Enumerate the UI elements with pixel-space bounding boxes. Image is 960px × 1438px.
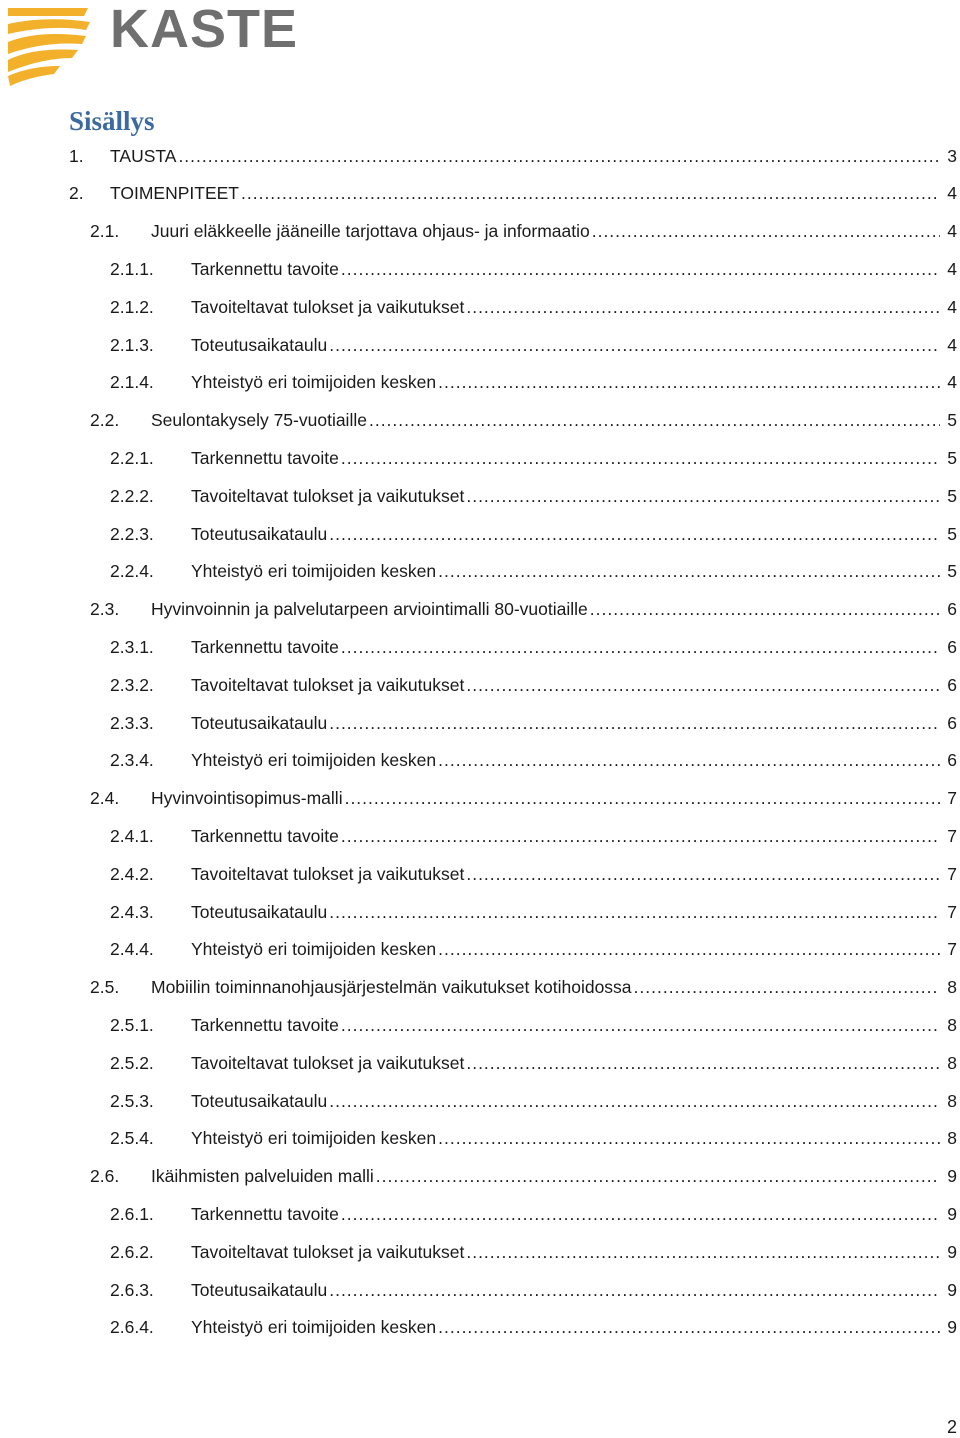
toc-entry-number: 2.5.4.	[110, 1128, 154, 1149]
page-number: 2	[946, 1417, 957, 1437]
toc-entry[interactable]	[110, 364, 957, 402]
toc-entry-title[interactable]: Yhteistyö eri toimijoiden kesken	[191, 750, 437, 771]
toc-entry-title[interactable]: Tarkennettu tavoite	[191, 1014, 339, 1035]
toc-entry-page: 4	[947, 334, 957, 355]
toc-entry-number: 1.	[69, 145, 84, 166]
toc-entry-page: 6	[947, 636, 957, 657]
toc-entry-title[interactable]: Tavoiteltavat tulokset ja vaikutukset	[191, 485, 465, 506]
toc-entry-number: 2.4.4.	[110, 939, 154, 960]
toc-dot-leader	[241, 183, 940, 204]
logo-text: KASTE	[110, 0, 299, 59]
toc-entry-title[interactable]: Yhteistyö eri toimijoiden kesken	[191, 372, 437, 393]
toc-dot-leader	[590, 599, 940, 620]
kaste-logo	[4, 0, 299, 88]
toc-entry-number: 2.3.2.	[110, 674, 154, 695]
toc-entry-number: 2.4.	[90, 788, 120, 809]
toc-dot-leader	[341, 826, 940, 847]
toc-entry-page: 7	[947, 939, 957, 960]
toc-entry-number: 2.3.3.	[110, 712, 154, 733]
toc-entry-page: 4	[947, 372, 957, 393]
toc-entry-page: 4	[947, 258, 957, 279]
toc-entry-number: 2.1.4.	[110, 372, 154, 393]
toc-entry-title[interactable]: Yhteistyö eri toimijoiden kesken	[191, 939, 437, 960]
toc-entry-page: 7	[947, 788, 957, 809]
toc-entry-number: 2.2.	[90, 410, 120, 431]
toc-entry-number: 2.5.	[90, 977, 120, 998]
toc-entry-page: 5	[947, 485, 957, 506]
toc-dot-leader	[329, 1091, 940, 1112]
toc-dot-leader	[634, 977, 940, 998]
toc-entry-page: 5	[947, 523, 957, 544]
toc-entry[interactable]	[110, 1044, 957, 1082]
toc-entry-title[interactable]: Tavoiteltavat tulokset ja vaikutukset	[191, 1052, 465, 1073]
kaste-wave-logo-icon	[4, 2, 100, 88]
toc-dot-leader	[466, 297, 940, 318]
toc-dot-leader	[341, 637, 940, 658]
toc-entry-number: 2.2.1.	[110, 447, 154, 468]
toc-entry-title[interactable]: Tarkennettu tavoite	[191, 1203, 339, 1224]
toc-dot-leader	[329, 902, 940, 923]
toc-dot-leader	[329, 713, 940, 734]
toc-entry[interactable]	[110, 553, 957, 591]
toc-dot-leader	[438, 561, 940, 582]
toc-entry[interactable]	[110, 250, 957, 288]
toc-entry-number: 2.5.3.	[110, 1090, 154, 1111]
toc-entry[interactable]	[110, 1120, 957, 1158]
toc-dot-leader	[466, 1053, 940, 1074]
toc-entry-title[interactable]: Tavoiteltavat tulokset ja vaikutukset	[191, 1241, 465, 1262]
toc-entry-page: 3	[947, 145, 957, 166]
toc-entry-number: 2.1.2.	[110, 296, 154, 317]
toc-dot-leader	[341, 448, 940, 469]
toc-entry-number: 2.2.2.	[110, 485, 154, 506]
toc-entry[interactable]	[110, 1271, 957, 1309]
toc-entry-number: 2.6.1.	[110, 1203, 154, 1224]
toc-entry-title[interactable]: Tarkennettu tavoite	[191, 258, 339, 279]
toc-entry-title[interactable]: Tarkennettu tavoite	[191, 447, 339, 468]
toc-entry-title[interactable]: Toteutusaikataulu	[191, 334, 328, 355]
toc-entry-page: 9	[947, 1203, 957, 1224]
toc-entry[interactable]	[110, 326, 957, 364]
toc-entry-title[interactable]: Toteutusaikataulu	[191, 712, 328, 733]
toc-dot-leader	[466, 486, 940, 507]
toc-entry-page: 4	[947, 221, 957, 242]
toc-entry[interactable]	[110, 1006, 957, 1044]
toc-entry-number: 2.6.3.	[110, 1279, 154, 1300]
toc-entry[interactable]	[110, 628, 957, 666]
toc-entry[interactable]	[90, 1158, 957, 1196]
toc-entry[interactable]	[110, 477, 957, 515]
toc-entry-title[interactable]: Tavoiteltavat tulokset ja vaikutukset	[191, 863, 465, 884]
toc-dot-leader	[592, 221, 940, 242]
toc-entry-title[interactable]: Seulontakysely 75-vuotiaille	[151, 410, 367, 431]
toc-entry[interactable]	[90, 969, 957, 1007]
toc-entry-title[interactable]: Juuri eläkkeelle jääneille tarjottava ohjaus- ja informaatio	[151, 221, 590, 242]
toc-entry-page: 5	[947, 447, 957, 468]
toc-entry-title[interactable]: Toteutusaikataulu	[191, 523, 328, 544]
toc-entry-number: 2.3.1.	[110, 636, 154, 657]
toc-entry-page: 6	[947, 674, 957, 695]
toc-entry[interactable]	[110, 704, 957, 742]
toc-entry-number: 2.6.	[90, 1166, 120, 1187]
toc-entry-number: 2.1.	[90, 221, 120, 242]
toc-entry[interactable]	[110, 288, 957, 326]
toc-entry-page: 7	[947, 863, 957, 884]
toc-entry-page: 4	[947, 183, 957, 204]
toc-entry-number: 2.4.2.	[110, 863, 154, 884]
toc-entry[interactable]	[110, 855, 957, 893]
toc-dot-leader	[438, 1128, 940, 1149]
toc-entry-title[interactable]: Yhteistyö eri toimijoiden kesken	[191, 1128, 437, 1149]
toc-dot-leader	[466, 675, 940, 696]
toc-entry-number: 2.1.3.	[110, 334, 154, 355]
toc-entry-number: 2.3.4.	[110, 750, 154, 771]
toc-entry-title[interactable]: Tavoiteltavat tulokset ja vaikutukset	[191, 296, 465, 317]
toc-entry-page: 6	[947, 599, 957, 620]
toc-entry-page: 8	[947, 1128, 957, 1149]
toc-entry-number: 2.2.4.	[110, 561, 154, 582]
toc-entry-title[interactable]: Toteutusaikataulu	[191, 901, 328, 922]
toc-entry[interactable]	[110, 515, 957, 553]
toc-entry-number: 2.3.	[90, 599, 120, 620]
toc-entry-page: 8	[947, 1090, 957, 1111]
toc-entry-page: 4	[947, 296, 957, 317]
toc-entry[interactable]	[90, 402, 957, 440]
toc-dot-leader	[369, 410, 940, 431]
toc-entry-page: 9	[947, 1317, 957, 1338]
toc-dot-leader	[438, 1317, 940, 1338]
toc-entry-title[interactable]: Ikäihmisten palveluiden malli	[151, 1166, 374, 1187]
toc-entry-page: 9	[947, 1279, 957, 1300]
toc-entry[interactable]	[110, 742, 957, 780]
toc-entry-title[interactable]: TAUSTA	[110, 145, 177, 166]
toc-entry-title[interactable]: Toteutusaikataulu	[191, 1090, 328, 1111]
toc-title: Sisällys	[69, 106, 155, 136]
toc-entry-page: 9	[947, 1241, 957, 1262]
toc-dot-leader	[329, 1280, 940, 1301]
toc-entry-number: 2.6.2.	[110, 1241, 154, 1262]
toc-entry-page: 9	[947, 1166, 957, 1187]
toc-entry[interactable]	[110, 817, 957, 855]
toc-entry-title[interactable]: Yhteistyö eri toimijoiden kesken	[191, 1317, 437, 1338]
toc-dot-leader	[438, 939, 940, 960]
toc-entry-number: 2.4.1.	[110, 825, 154, 846]
toc-entry[interactable]	[110, 893, 957, 931]
toc-entry-title[interactable]: Tarkennettu tavoite	[191, 636, 339, 657]
toc-entry-title[interactable]: Tavoiteltavat tulokset ja vaikutukset	[191, 674, 465, 695]
toc-entry-number: 2.5.2.	[110, 1052, 154, 1073]
toc-entry-page: 5	[947, 410, 957, 431]
toc-dot-leader	[345, 788, 940, 809]
toc-entry-number: 2.1.1.	[110, 258, 154, 279]
toc-entry[interactable]	[110, 666, 957, 704]
toc-entry[interactable]	[110, 1309, 957, 1347]
toc-entry[interactable]	[90, 780, 957, 818]
toc-entry-title[interactable]: Hyvinvoinnin ja palvelutarpeen arviointimalli 80-vuotiaille	[151, 599, 588, 620]
toc-entry[interactable]	[110, 931, 957, 969]
toc-entry[interactable]	[69, 137, 957, 175]
toc-dot-leader	[466, 1242, 940, 1263]
toc-entry-title[interactable]: Mobiilin toiminnanohjausjärjestelmän vaikutukset kotihoidossa	[151, 977, 632, 998]
toc-entry-page: 8	[947, 977, 957, 998]
toc-dot-leader	[466, 864, 940, 885]
toc-entry-title[interactable]: TOIMENPITEET	[110, 183, 239, 204]
toc-dot-leader	[341, 1204, 940, 1225]
toc-dot-leader	[376, 1166, 940, 1187]
toc-dot-leader	[329, 524, 940, 545]
toc-dot-leader	[438, 372, 940, 393]
toc-entry[interactable]	[110, 439, 957, 477]
toc-dot-leader	[329, 335, 940, 356]
toc-entry[interactable]	[110, 1195, 957, 1233]
toc-entry-number: 2.	[69, 183, 84, 204]
toc-entry[interactable]	[110, 1082, 957, 1120]
toc-entry-title[interactable]: Tarkennettu tavoite	[191, 825, 339, 846]
toc-entry[interactable]	[90, 591, 957, 629]
toc-entry-page: 6	[947, 712, 957, 733]
toc-entry-page: 8	[947, 1014, 957, 1035]
toc-entry-page: 7	[947, 825, 957, 846]
toc-dot-leader	[438, 750, 940, 771]
toc-entry-page: 8	[947, 1052, 957, 1073]
toc-entry-number: 2.4.3.	[110, 901, 154, 922]
toc-entry-page: 7	[947, 901, 957, 922]
toc-entry-page: 6	[947, 750, 957, 771]
toc-entry-title[interactable]: Yhteistyö eri toimijoiden kesken	[191, 561, 437, 582]
toc-entry-title[interactable]: Toteutusaikataulu	[191, 1279, 328, 1300]
toc-entry-number: 2.5.1.	[110, 1014, 154, 1035]
toc-entry[interactable]	[110, 1233, 957, 1271]
toc-dot-leader	[341, 259, 940, 280]
toc-entry-page: 5	[947, 561, 957, 582]
toc-entry-title[interactable]: Hyvinvointisopimus-malli	[151, 788, 343, 809]
toc-dot-leader	[341, 1015, 940, 1036]
toc-entry[interactable]	[90, 213, 957, 251]
toc-entry-number: 2.2.3.	[110, 523, 154, 544]
toc-entry[interactable]	[69, 175, 957, 213]
toc-dot-leader	[178, 146, 940, 167]
toc-entry-number: 2.6.4.	[110, 1317, 154, 1338]
